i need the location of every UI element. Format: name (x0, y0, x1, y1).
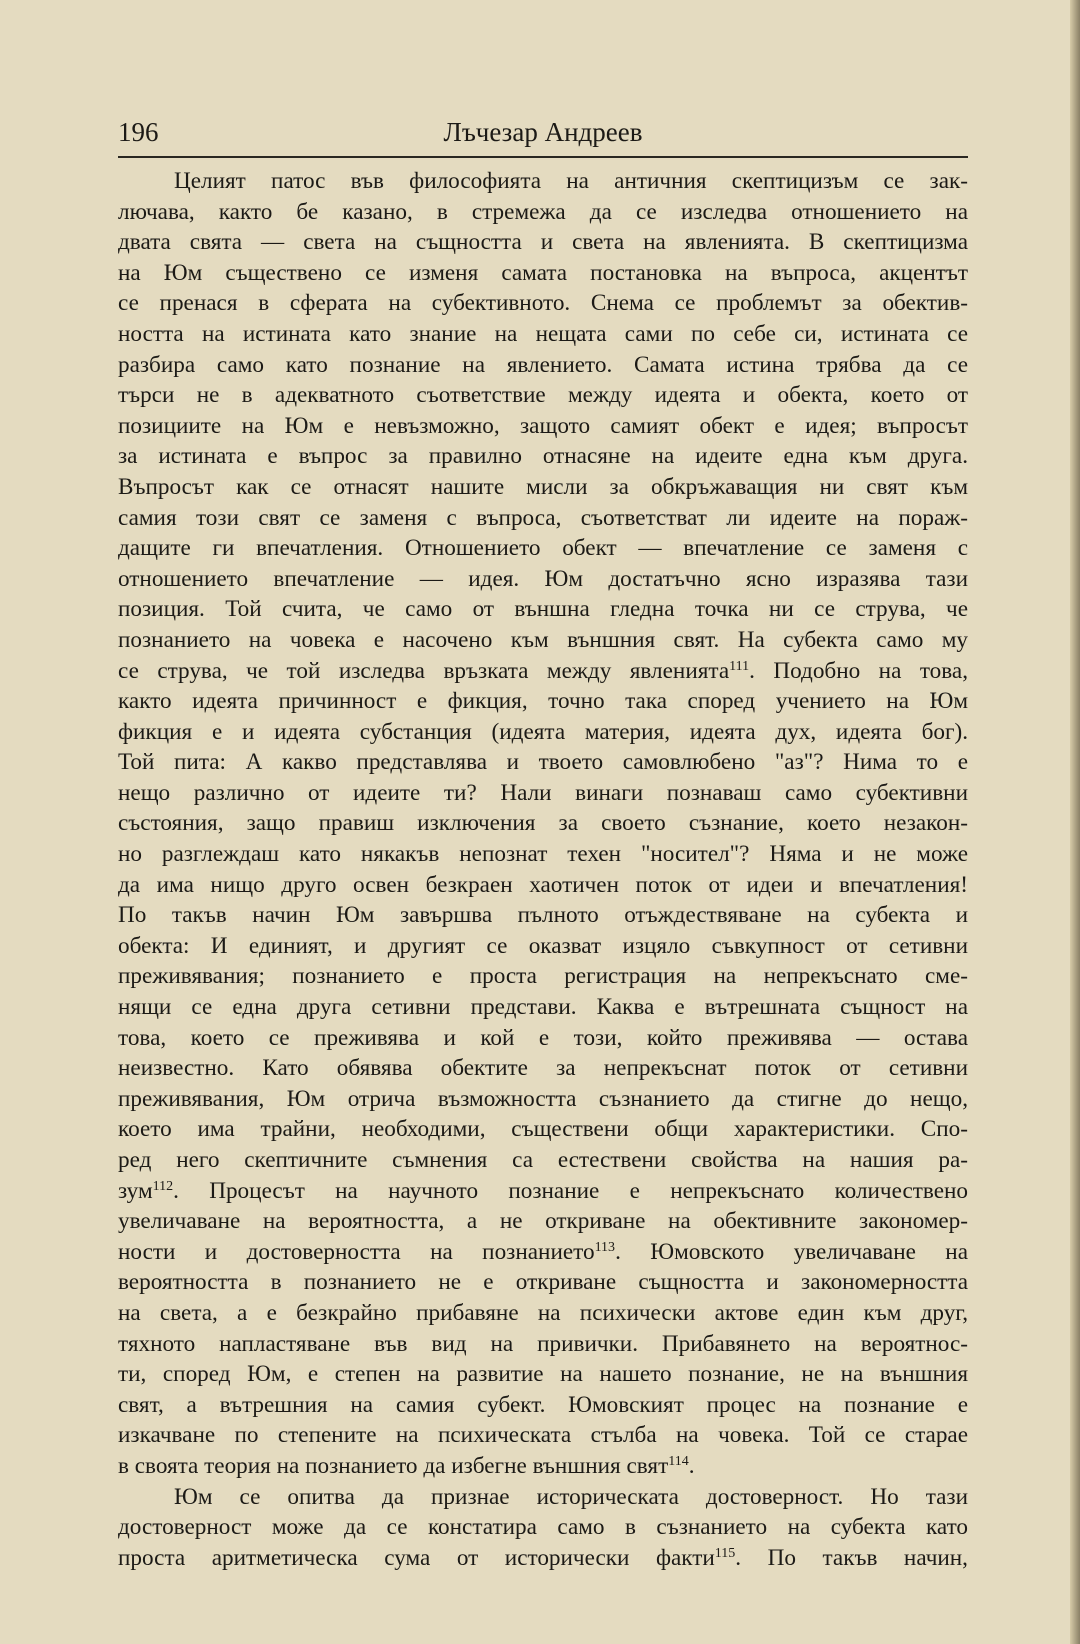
text-segment: двата свята — света на същността и света на явленията. В скептицизма (118, 229, 968, 256)
footnote-ref: 112 (152, 1178, 174, 1194)
text-segment: това, което се преживява и кой е този, който преживява — остава (118, 1024, 968, 1051)
text-segment: състояния, защо правиш изключения за своето съзнание, което незакон- (118, 810, 968, 837)
footnote-ref: 111 (729, 658, 750, 674)
text-line (118, 747, 968, 778)
page-header (118, 112, 968, 158)
footnote-ref: 115 (714, 1545, 736, 1561)
text-segment: Той пита: А какво представлява и твоето самовлюбено "аз"? Нима то е (118, 749, 968, 776)
text-line (118, 1023, 968, 1054)
text-line (118, 625, 968, 656)
text-segment: зум (118, 1177, 153, 1204)
text-segment: както идеята причинност е фикция, точно така според учението на Юм (118, 688, 968, 715)
text-segment: търси не в адекватното съответствие между идеята и обекта, което от (118, 382, 968, 409)
text-line (118, 288, 968, 319)
text-line (118, 1114, 968, 1145)
text-line (118, 931, 968, 962)
text-segment: увеличаване на вероятността, а не откриване на обективните закономер- (118, 1208, 968, 1235)
text-line (118, 1420, 968, 1451)
text-line (118, 503, 968, 534)
text-segment: . Юмовското увеличаване на (615, 1238, 968, 1265)
text-line (118, 319, 968, 350)
text-segment: в своята теория на познанието да избегне външния свят (118, 1452, 669, 1479)
text-line (118, 992, 968, 1023)
text-segment: самия този свят се заменя с въпроса, съответстват ли идеите на пораж- (118, 504, 968, 531)
text-line (118, 1298, 968, 1329)
text-line (118, 1543, 968, 1574)
text-line (118, 1176, 968, 1207)
text-line (118, 594, 968, 625)
text-line (118, 717, 968, 748)
text-segment: ността на истината като знание на нещата сами по себе си, истината се (118, 320, 968, 347)
text-line (118, 380, 968, 411)
text-segment: ред него скептичните съмнения са естествени свойства на нашия ра- (118, 1147, 968, 1173)
text-segment: на света, а е безкрайно прибавяне на психически актове един към друг, (118, 1299, 968, 1326)
text-line (118, 1482, 968, 1513)
text-segment: изкачване по степените на психическата стълба на човека. Той се старае (118, 1422, 968, 1449)
text-line (118, 1267, 968, 1298)
text-segment: обекта: И единият, и другият се оказват изцяло съвкупност от сетивни (118, 932, 968, 959)
text-line (118, 166, 968, 197)
text-line (118, 1053, 968, 1084)
text-segment: нящи се една друга сетивни представи. Каква е вътрешната същност на (118, 994, 968, 1021)
text-line (118, 686, 968, 717)
text-line (118, 656, 968, 687)
text-line (118, 533, 968, 564)
text-segment: свят, а вътрешния на самия субект. Юмовският процес на познание е (118, 1391, 968, 1418)
text-segment: което има трайни, необходими, съществени общи характеристики. Спо- (118, 1116, 968, 1143)
text-line (118, 778, 968, 809)
text-segment: вероятността в познанието не е откриване същността и закономерността (118, 1269, 968, 1296)
text-segment: неизвестно. Като обявява обектите за непрекъснат поток от сетивни (118, 1055, 968, 1082)
text-line (118, 1329, 968, 1360)
text-segment: тяхното напластяване във вид на привички. Прибавянето на вероятнос- (118, 1330, 968, 1357)
text-line (118, 961, 968, 992)
footnote-ref: 114 (668, 1453, 689, 1469)
body-text (118, 166, 968, 1573)
text-line (118, 900, 968, 931)
text-line (118, 839, 968, 870)
text-segment: . (688, 1452, 695, 1479)
text-segment: да има нищо друго освен безкраен хаотичен поток от идеи и впечатления! (118, 871, 968, 898)
text-segment: преживявания; познанието е проста регистрация на непрекъснато сме- (118, 963, 968, 990)
text-line (118, 870, 968, 901)
text-line (118, 564, 968, 595)
text-segment: преживявания, Юм отрича възможността съзнанието да стигне до нещо, (118, 1085, 968, 1112)
running-head: Лъчезар Андреев (443, 117, 643, 147)
footnote-ref: 113 (594, 1239, 616, 1255)
text-segment: Въпросът как се отнасят нашите мисли за обкръжаващия ни свят към (118, 473, 968, 500)
page-edge-shadow (1070, 0, 1080, 1644)
text-segment: се струва, че той изследва връзката между явленията (118, 657, 730, 684)
text-line (118, 472, 968, 503)
text-line (118, 258, 968, 289)
text-segment: дащите ги впечатления. Отношението обект — впечатление се заменя с (118, 535, 968, 562)
text-segment: позиция. Той счита, че само от външна гледна точка ни се струва, че (118, 596, 968, 623)
text-segment: лючава, както бе казано, в стремежа да се изследва отношението на (118, 198, 968, 225)
text-line (118, 1237, 968, 1268)
text-segment: нещо различно от идеите ти? Нали винаги познаваш само субективни (118, 779, 968, 806)
text-segment: Целият патос във философията на античния скептицизъм се зак- (174, 168, 968, 194)
text-segment: По такъв начин Юм завършва пълното отъждествяване на субекта и (118, 902, 968, 929)
text-line (118, 350, 968, 381)
text-segment: проста аритметическа сума от исторически факти (118, 1544, 715, 1571)
text-segment: ности и достоверността на познанието (118, 1238, 595, 1265)
text-segment: разбира само като познание на явлението. Самата истина трябва да се (118, 351, 968, 378)
text-segment: за истината е въпрос за правилно отнасяне на идеите една към друга. (118, 443, 968, 470)
text-line (118, 1390, 968, 1421)
text-line (118, 1145, 968, 1176)
text-line (118, 197, 968, 228)
text-line (118, 1084, 968, 1115)
text-line (118, 441, 968, 472)
text-segment: ти, според Юм, е степен на развитие на нашето познание, не на външния (118, 1361, 968, 1388)
text-segment: познанието на човека е насочено към външния свят. На субекта само му (118, 626, 968, 653)
text-segment: се пренася в сферата на субективното. Снема се проблемът за обектив- (118, 290, 968, 317)
text-line (118, 227, 968, 258)
text-segment: отношението впечатление — идея. Юм достатъчно ясно изразява тази (118, 565, 968, 592)
text-line (118, 1512, 968, 1543)
text-segment: . По такъв начин, (735, 1544, 968, 1571)
text-segment: достоверност може да се констатира само в съзнанието на субекта като (118, 1514, 968, 1541)
text-segment: . Процесът на научното познание е непрекъснато количествено (173, 1177, 968, 1204)
text-segment: но разглеждаш като някакъв непознат техен "носител"? Няма и не може (118, 841, 968, 868)
text-segment: фикция е и идеята субстанция (идеята материя, идеята дух, идеята бог). (118, 718, 968, 745)
text-segment: Юм се опитва да признае историческата достоверност. Но тази (174, 1483, 968, 1510)
text-segment: позициите на Юм е невъзможно, защото самият обект е идея; въпросът (118, 412, 968, 439)
text-line (118, 411, 968, 442)
text-line (118, 1451, 968, 1482)
text-line (118, 1359, 968, 1390)
text-line (118, 1206, 968, 1237)
text-segment: . Подобно на това, (749, 657, 968, 684)
text-segment: на Юм съществено се изменя самата постановка на въпроса, акцентът (118, 259, 968, 286)
page-number: 196 (118, 117, 159, 147)
text-line (118, 808, 968, 839)
